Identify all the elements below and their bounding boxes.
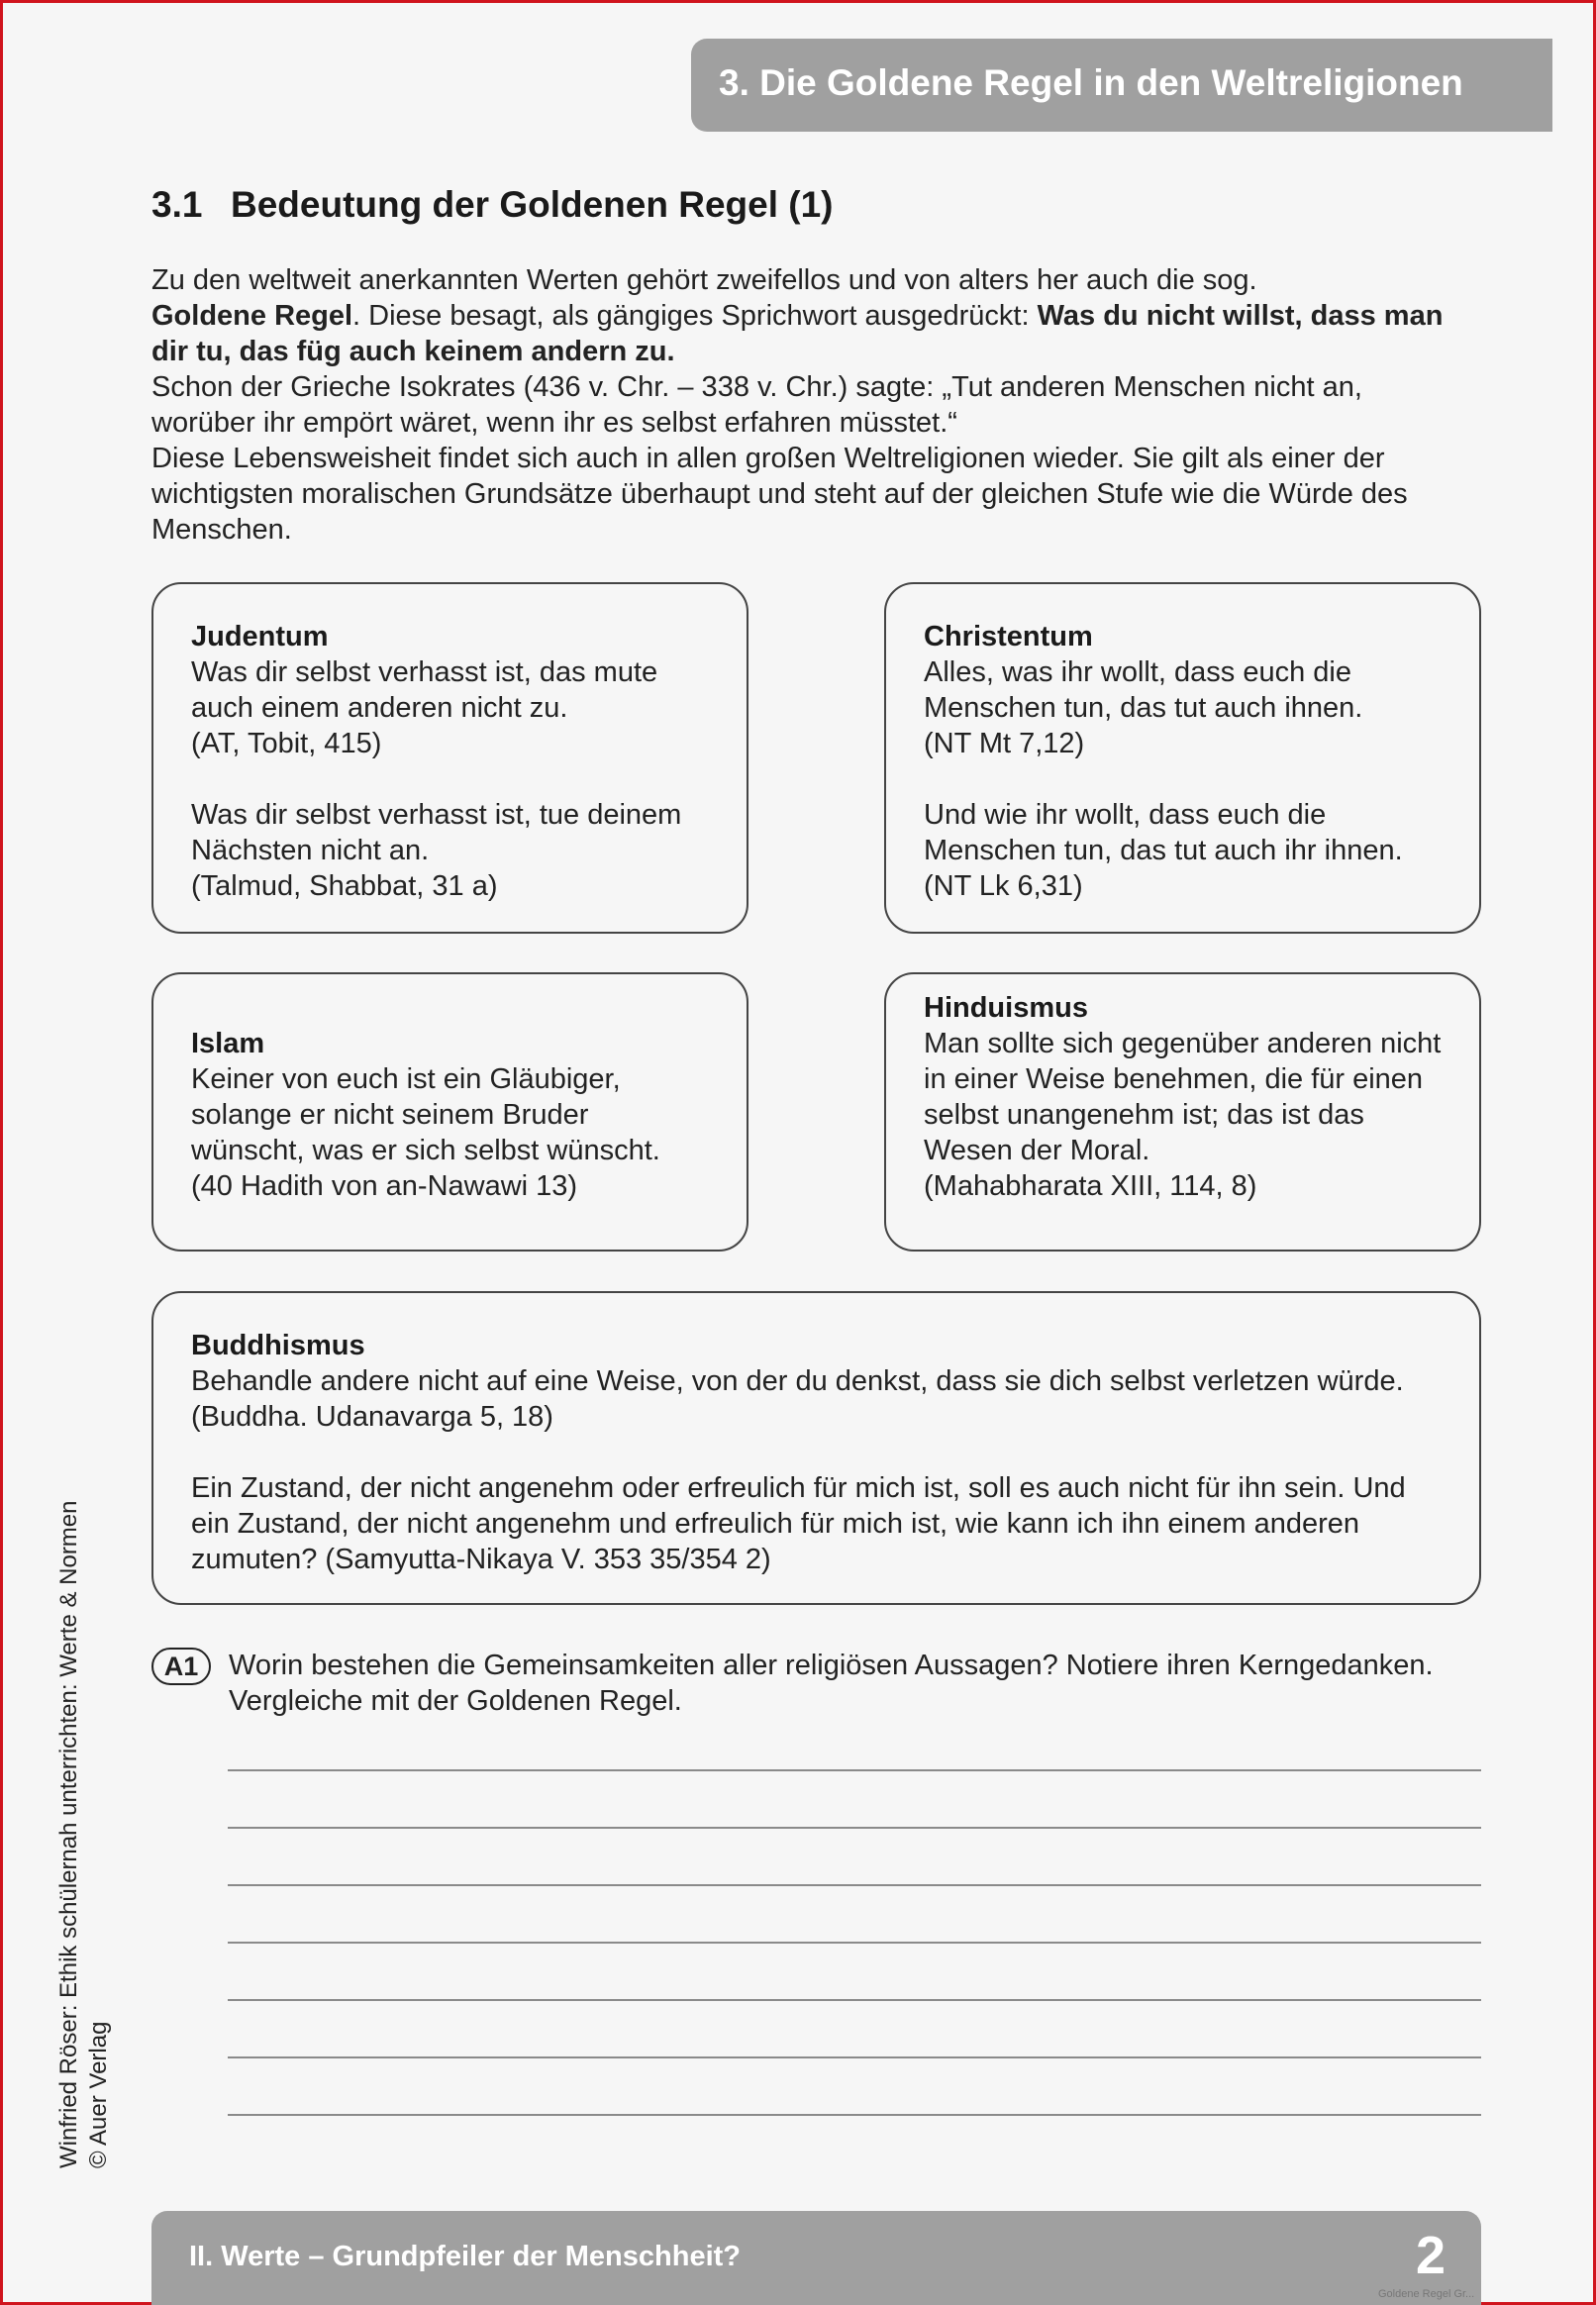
answer-line[interactable]	[228, 1942, 1481, 1944]
task-badge: A1	[151, 1648, 211, 1685]
intro-text-part: Zu den weltweit anerkannten Werten gehört zweifellos und von alters her auch die sog.	[151, 264, 1257, 296]
christentum-box	[884, 582, 1481, 934]
answer-line[interactable]	[228, 2056, 1481, 2058]
credit-line-1: Winfried Röser: Ethik schülernah unterrichten: Werte & Normen	[55, 1500, 82, 2168]
source: (NT Lk 6,31)	[924, 870, 1083, 902]
source: (Buddha. Udanavarga 5, 18)	[191, 1401, 553, 1433]
quote: Keiner von euch ist ein Gläubiger, solange er nicht seinem Bruder wünscht, was er sich selbst wünscht.	[191, 1063, 660, 1166]
quote: Was dir selbst verhasst ist, das mute auch einem anderen nicht zu.	[191, 656, 658, 724]
answer-line[interactable]	[228, 1827, 1481, 1829]
task-text: Worin bestehen die Gemeinsamkeiten aller religiösen Aussagen? Notiere ihren Kerngedanken. Vergleiche mit der Goldenen Regel.	[229, 1650, 1434, 1717]
judentum-box	[151, 582, 748, 934]
islam-box	[151, 972, 748, 1252]
quote: Behandle andere nicht auf eine Weise, von der du denkst, dass sie dich selbst verletzen würde.	[191, 1365, 1404, 1397]
answer-line[interactable]	[228, 1769, 1481, 1771]
box-title: Hinduismus	[924, 992, 1088, 1024]
source: (NT Mt 7,12)	[924, 728, 1085, 759]
answer-line[interactable]	[228, 1884, 1481, 1886]
source: (Mahabharata XIII, 114, 8)	[924, 1170, 1257, 1202]
buddhismus-box	[151, 1291, 1481, 1605]
quote: Alles, was ihr wollt, dass euch die Menschen tun, das tut auch ihnen.	[924, 656, 1363, 724]
answer-line[interactable]	[228, 1999, 1481, 2001]
box-title: Judentum	[191, 621, 329, 652]
intro-paragraph-1	[151, 262, 1468, 369]
box-title: Christentum	[924, 621, 1093, 652]
intro-paragraph-2: Schon der Grieche Isokrates (436 v. Chr. – 338 v. Chr.) sagte: „Tut anderen Menschen nicht an, worüber ihr empört wäret, wenn ihr es selbst erfahren müsstet.“	[151, 371, 1362, 439]
quote: Was dir selbst verhasst ist, tue deinem Nächsten nicht an.	[191, 799, 682, 866]
credit-line-2: © Auer Verlag	[85, 2021, 112, 2168]
chapter-header	[691, 39, 1552, 132]
footer-bar	[151, 2211, 1481, 2305]
chapter-title: 3. Die Goldene Regel in den Weltreligionen	[719, 62, 1463, 103]
box-title: Islam	[191, 1028, 265, 1059]
intro-paragraph-3: Diese Lebensweisheit findet sich auch in allen großen Weltreligionen wieder. Sie gilt als einer der wichtigsten moralischen Grundsätze überhaupt und steht auf der gleichen Stufe wie die Würde des Menschen.	[151, 443, 1408, 546]
footer-title: II. Werte – Grundpfeiler der Menschheit?	[189, 2241, 742, 2272]
intro-text-part: . Diese besagt, als gängiges Sprichwort ausgedrückt:	[352, 300, 1038, 332]
section-heading	[151, 184, 834, 226]
box-title: Buddhismus	[191, 1330, 365, 1361]
intro-text	[151, 262, 1468, 548]
page-number: 2	[1415, 2226, 1446, 2285]
section-number: 3.1	[151, 184, 203, 225]
source: (40 Hadith von an-Nawawi 13)	[191, 1170, 578, 1202]
section-title: Bedeutung der Goldenen Regel (1)	[231, 184, 834, 225]
golden-rule-term: Goldene Regel	[151, 300, 353, 332]
quote: Man sollte sich gegenüber anderen nicht in einer Weise benehmen, die für einen selbst unangenehm ist; das ist das Wesen der Moral.	[924, 1028, 1442, 1166]
hinduismus-box	[884, 972, 1481, 1252]
answer-line[interactable]	[228, 2114, 1481, 2116]
quote: Ein Zustand, der nicht angenehm oder erfreulich für mich ist, soll es auch nicht für ihn sein. Und ein Zustand, der nicht angenehm und erfreulich für mich ist, wie kann ich ihn einem anderen zumuten? (Samyutta-Nikaya V. 353 35/354 2)	[191, 1472, 1406, 1575]
proverb: Was du nicht willst, dass man dir tu, das füg auch keinem andern zu.	[151, 300, 1444, 367]
quote: Und wie ihr wollt, dass euch die Menschen tun, das tut auch ihr ihnen.	[924, 799, 1403, 866]
source: (Talmud, Shabbat, 31 a)	[191, 870, 498, 902]
side-credit	[54, 1501, 114, 2169]
corner-note: Goldene Regel Gr...	[1378, 2288, 1475, 2300]
source: (AT, Tobit, 415)	[191, 728, 382, 759]
